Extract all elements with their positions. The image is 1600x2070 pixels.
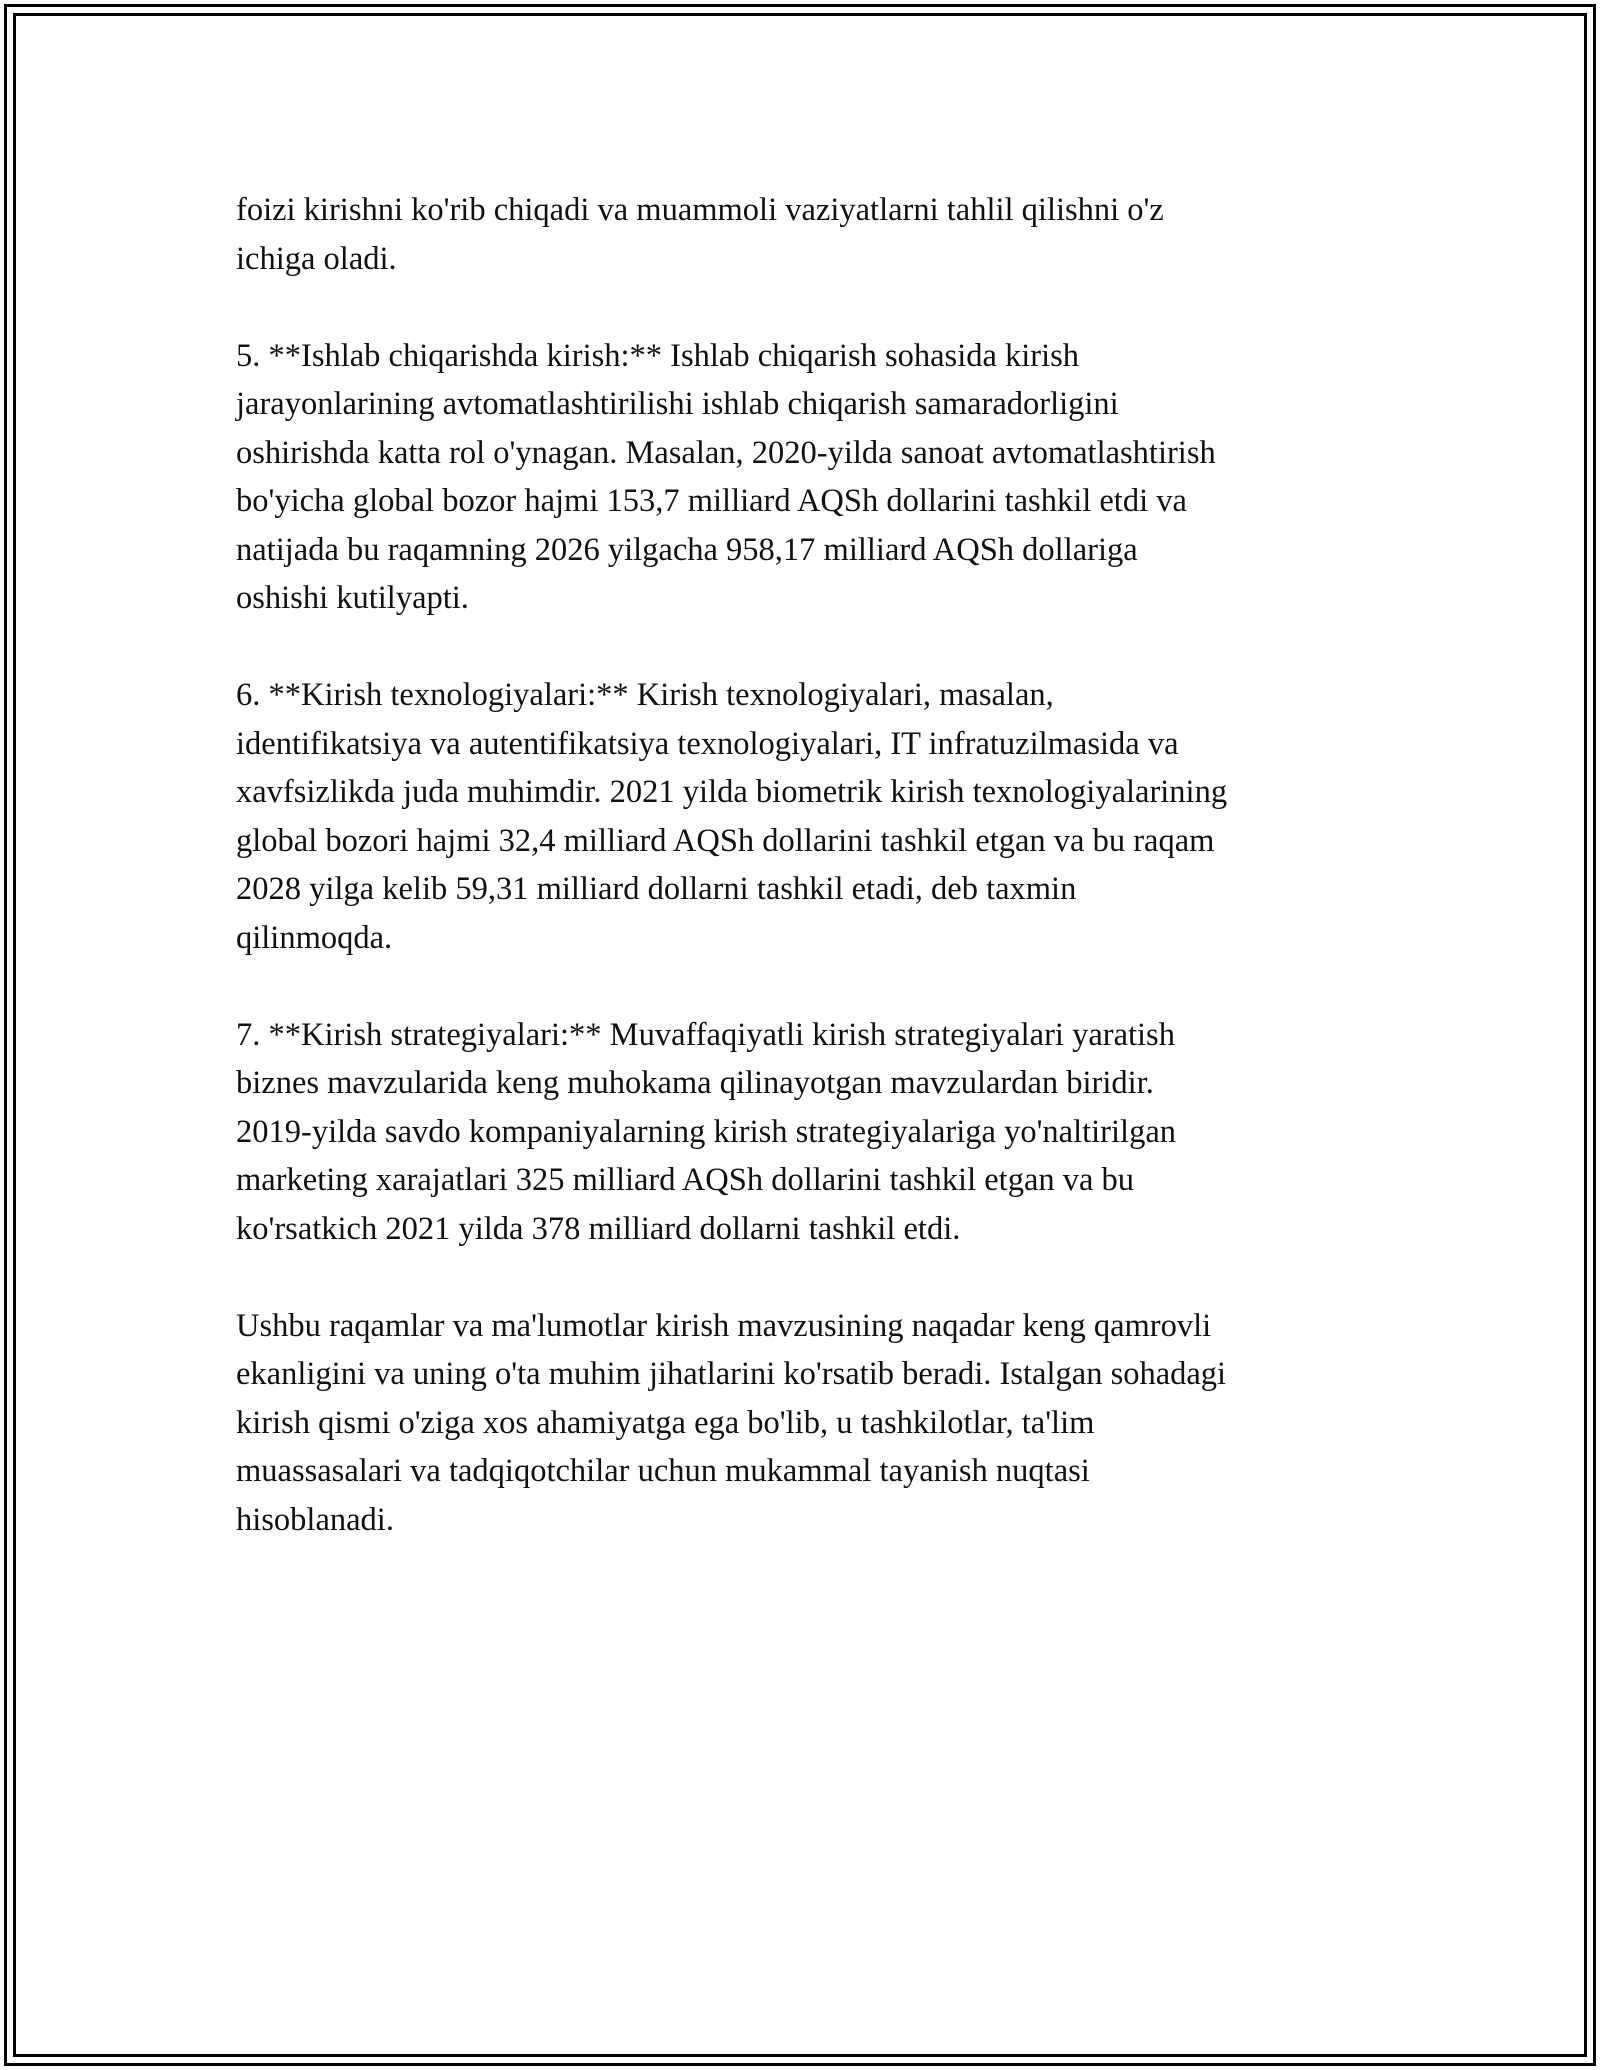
paragraph-item-6: 6. **Kirish texnologiyalari:** Kirish texnologiyalari, masalan, identifikatsiya va autentifikatsiya texnologiyalari, IT infratuzilmasida va xavfsizlikda juda muhimdir. 2021 yilda biometrik kirish texnologiyalarining global bozori hajmi 32,4 milliard AQSh dollarini tashkil etgan va bu raqam 2028 yilga kelib 59,31 milliard dollarni tashkil etadi, deb taxmin qilinmoqda. (236, 677, 1228, 956)
paragraph-conclusion: Ushbu raqamlar va ma'lumotlar kirish mavzusining naqadar keng qamrovli ekanligini va uning o'ta muhim jihatlarini ko'rsatib beradi. Istalgan sohadagi kirish qismi o'ziga xos ahamiyatga ega bo'lib, u tashkilotlar, ta'lim muassasalari va tadqiqotchilar uchun mukammal tayanish nuqtasi hisoblanadi. (236, 1307, 1227, 1538)
paragraph-item-7: 7. **Kirish strategiyalari:** Muvaffaqiyatli kirish strategiyalari yaratish biznes mavzularida keng muhokama qilinayotgan mavzulardan biridir. 2019-yilda savdo kompaniyalarning kirish strategiyalariga yo'naltirilgan marketing xarajatlari 325 milliard AQSh dollarini tashkil etgan va bu ko'rsatkich 2021 yilda 378 milliard dollarni tashkil etdi. (236, 1016, 1176, 1247)
document-body (236, 186, 1376, 1593)
paragraph-item-5: 5. **Ishlab chiqarishda kirish:** Ishlab chiqarish sohasida kirish jarayonlarining avtomatlashtirilishi ishlab chiqarish samaradorligini oshirishda katta rol o'ynagan. Masalan, 2020-yilda sanoat avtomatlashtirish bo'yicha global bozor hajmi 153,7 milliard AQSh dollarini tashkil etdi va natijada bu raqamning 2026 yilgacha 958,17 milliard AQSh dollariga oshishi kutilyapti. (236, 337, 1216, 616)
paragraph-continuation: foizi kirishni ko'rib chiqadi va muammoli vaziyatlarni tahlil qilishni o'z ichiga oladi. (236, 192, 1164, 277)
